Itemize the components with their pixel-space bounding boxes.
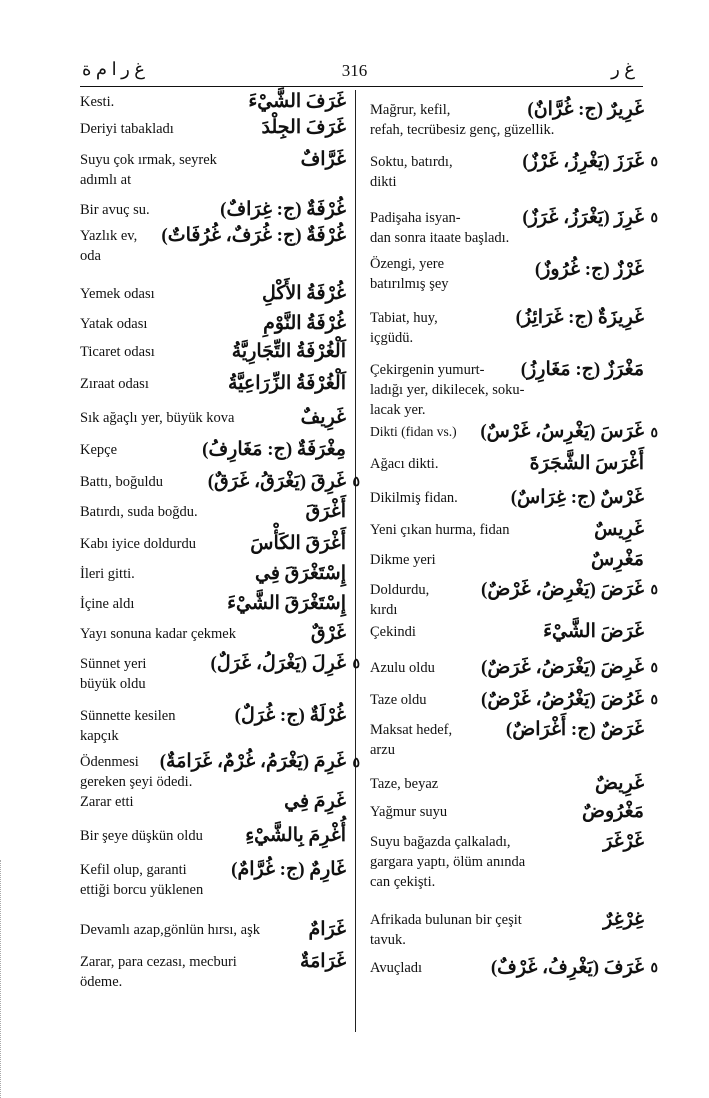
entry-translation-cont: kırdı (370, 602, 398, 618)
entry (370, 452, 644, 482)
entry-translation-cont: arzu (370, 742, 395, 758)
entry-headword: أَغْرَقَ الكَأْسَ (250, 533, 346, 554)
entry-marker: ٥ (352, 756, 360, 771)
entry (80, 556, 346, 586)
entry-headword: غُرْفَةٌ (ج: غُرَفٌ، غُرُفَاتٌ) (161, 225, 346, 246)
entry (370, 826, 644, 902)
entry-headword: غَرَفَ الشَّيْءَ (248, 91, 346, 112)
entry-marker: ٥ (650, 155, 658, 170)
entry-headword: غَرِيضٌ (595, 773, 644, 794)
entry-headword: غَارِمٌ (ج: غُرَّامٌ) (231, 859, 346, 880)
entry-translation-cont: can çekişti. (370, 874, 436, 890)
entry-translation: Dikme yeri (370, 552, 436, 568)
entry-marker: ٥ (650, 693, 658, 708)
entry-translation: Yayı sonuna kadar çekmek (80, 626, 236, 642)
entry (80, 276, 346, 308)
entry-translation: Kabı iyice doldurdu (80, 536, 196, 552)
entry-translation: Ticaret odası (80, 344, 155, 360)
entry (370, 574, 658, 622)
entry-translation: Devamlı azap,gönlün hırsı, aşk (80, 922, 260, 938)
entry-translation-cont: dan sonra itaate başladı. (370, 230, 510, 246)
entry-translation: Kefil olup, garanti (80, 862, 187, 878)
left-column (80, 91, 360, 994)
entry-headword: غَرَامَةٌ (299, 951, 346, 972)
entry (370, 714, 644, 766)
entry-headword: غَرَّافٌ (300, 149, 346, 170)
entry-headword: اَلْغُرْفَةُ التِّجَارِيَّةُ (231, 341, 346, 362)
entry-translation: Dikilmiş fidan. (370, 490, 458, 506)
entry-translation: İleri gitti. (80, 566, 135, 582)
entry-headword: غَرِيفٌ (300, 407, 346, 428)
entry-headword: غَرِمَ فِي (284, 791, 346, 812)
entry-headword: غِرْغِرٌ (603, 909, 644, 930)
entry-translation: Bir avuç su. (80, 202, 150, 218)
entry-translation: Yazlık ev, (80, 228, 138, 244)
entry (370, 300, 644, 354)
entry-translation: Bir şeye düşkün oldu (80, 828, 203, 844)
entry-headword: غَرَامٌ (308, 919, 346, 940)
scan-edge-artifact (0, 860, 7, 1098)
entry-headword: غَرِزَ (يَغْرَزُ، غَرَزٌ) (522, 207, 644, 228)
entry-marker: ٥ (650, 426, 658, 441)
entry-headword: غُرْلَةٌ (ج: غُرَلٌ) (234, 705, 346, 726)
entry-headword: غَرِمَ (يَغْرَمُ، غُرْمٌ، غَرَامَةٌ) (159, 751, 346, 772)
entry-headword: غَرَفَ الجِلْدَ (261, 117, 346, 138)
entry-translation: Dikti (fidan vs.) (370, 424, 457, 439)
entry-translation-cont: ettiği borcu yüklenen (80, 882, 204, 898)
entry-headword: غَرِقَ (يَغْرَقُ، غَرَقٌ) (207, 471, 346, 492)
entry-translation: Mağrur, kefil, (370, 102, 451, 118)
entry-headword: غَرَزَ (يَغْرِزُ، غَرْزٌ) (522, 151, 644, 172)
entry-marker: ٥ (650, 583, 658, 598)
entry (80, 526, 346, 556)
entry-headword: إِسْتَغْرَقَ فِي (255, 563, 346, 584)
entry (370, 144, 658, 196)
entry-translation: Doldurdu, (370, 582, 430, 598)
entry (80, 618, 346, 646)
entry-translation-cont: adımlı at (80, 172, 132, 188)
entry-marker: ٥ (650, 211, 658, 226)
entry-translation: Zıraat odası (80, 376, 149, 392)
entry-translation-cont: oda (80, 248, 101, 264)
entry-translation: Çekirgenin yumurt- (370, 362, 485, 378)
entry (370, 354, 644, 422)
entry-translation: Sünnet yeri (80, 656, 147, 672)
entry (80, 912, 346, 942)
entry (80, 368, 346, 402)
entry-translation: Azulu oldu (370, 660, 435, 676)
entry (370, 248, 644, 300)
entry (80, 822, 346, 854)
entry-translation: Zarar, para cezası, mecburi (80, 954, 237, 970)
entry-headword: غَرِيرٌ (ج: غُرَّانٌ) (527, 99, 644, 120)
entry-translation-cont: ladığı yer, dikilecek, soku- (370, 382, 525, 398)
entry-translation: Ödenmesi (80, 754, 139, 770)
entry (80, 188, 346, 220)
entry-translation: Suyu çok ırmak, seyrek (80, 152, 217, 168)
entry (80, 586, 346, 618)
entry-translation: Deriyi tabakladı (80, 121, 174, 137)
entry-headword: غُرْفَةُ الأَكْلِ (262, 283, 346, 304)
entry-translation: Zarar etti (80, 794, 134, 810)
entry-headword: غُرْفَةُ النَّوْمِ (263, 313, 346, 334)
entry-translation: Yatak odası (80, 316, 148, 332)
entry-translation-cont: büyük oldu (80, 676, 146, 692)
entry-marker: ٥ (352, 475, 360, 490)
entry-headword: غَرِيسٌ (594, 519, 644, 540)
entry (80, 464, 360, 494)
entry (370, 766, 644, 796)
entry-translation: Tabiat, huy, (370, 310, 438, 326)
entry (80, 432, 346, 464)
entry-marker: ٥ (650, 661, 658, 676)
entry (80, 646, 360, 700)
entry-translation-cont: refah, tecrübesiz genç, güzellik. (370, 122, 555, 138)
entry-translation: Soktu, batırdı, (370, 154, 453, 170)
entry-translation: İçine aldı (80, 596, 135, 612)
entry-translation-cont: gargara yaptı, ölüm anında (370, 854, 526, 870)
entry-headword: إِسْتَغْرَقَ الشَّيْءَ (227, 593, 346, 614)
entry-marker: ٥ (650, 961, 658, 976)
entry-headword: غَرَضَ (يَغْرِضُ، غَرْضٌ) (481, 579, 644, 600)
entry (370, 196, 658, 248)
entry-headword: غَرْقٌ (310, 623, 346, 644)
entry-headword: غُرْفَةٌ (ج: غِرَافٌ) (220, 199, 346, 220)
entry-translation-cont: kapçık (80, 728, 119, 744)
entry-headword: غَرْغَرَ (603, 831, 644, 852)
entry-translation-cont: içgüdü. (370, 330, 414, 346)
entry-headword: غَرَسَ (يَغْرِسُ، غَرْسٌ) (480, 421, 644, 442)
entry-translation: Taze, beyaz (370, 776, 439, 792)
entry (80, 942, 346, 994)
entry-translation-cont: gereken şeyi ödedi. (80, 774, 193, 790)
header-rule (80, 86, 643, 87)
entry-headword: اَلْغُرْفَةُ الزِّرَاعِيَّةُ (228, 373, 346, 394)
entry (370, 652, 658, 684)
entry-headword: غَرْزٌ (ج: غُرُوزٌ) (534, 259, 644, 280)
entry (80, 792, 346, 822)
entry-translation: Battı, boğuldu (80, 474, 163, 490)
entry-translation: Yağmur suyu (370, 804, 448, 820)
entry-translation: Batırdı, suda boğdu. (80, 504, 198, 520)
entry (80, 112, 346, 142)
entry-headword: مَغْرَزٌ (ج: مَغَارِزُ) (520, 359, 644, 380)
entry-translation: Taze oldu (370, 692, 427, 708)
entry-translation: Yemek odası (80, 286, 155, 302)
entry (80, 494, 346, 526)
entry (370, 954, 658, 984)
entry-translation: Sık ağaçlı yer, büyük kova (80, 410, 235, 426)
header-guide-word-right: غ ر (611, 59, 635, 79)
entry (80, 142, 346, 188)
entry (80, 92, 346, 112)
entry (370, 544, 644, 574)
entry-translation: Suyu bağazda çalkaladı, (370, 834, 511, 850)
entry-translation: Kesti. (80, 94, 115, 110)
entry-headword: مَغْرُوضٌ (582, 801, 644, 822)
header-guide-word-left: غ ر ا م ة (82, 59, 146, 79)
entry-translation-cont: batırılmış şey (370, 276, 449, 292)
entry (370, 421, 658, 452)
entry-marker: ٥ (352, 657, 360, 672)
right-column (370, 92, 658, 984)
entry-headword: مَغْرِسٌ (590, 549, 644, 570)
column-divider (355, 90, 356, 1032)
entry (80, 700, 346, 752)
entry-headword: أَغْرَسَ الشَّجَرَةَ (529, 453, 644, 474)
entry-headword: غَرُضَ (يَغْرُضُ، غَرْضٌ) (481, 689, 644, 710)
entry-translation: Avuçladı (370, 960, 423, 976)
entry (80, 402, 346, 432)
entry-translation-cont: ödeme. (80, 974, 123, 990)
entry-headword: أَغْرَقَ (305, 501, 346, 522)
entry-headword: مِغْرَفَةٌ (ج: مَغَارِفُ) (202, 439, 346, 460)
entry-headword: غَرِضَ (يَغْرَضُ، غَرَضٌ) (481, 657, 644, 678)
entry-translation-cont: lacak yer. (370, 402, 426, 418)
entry-headword: غَرَفَ (يَغْرِفُ، غَرْفٌ) (490, 957, 644, 978)
entry (370, 514, 644, 544)
entry (370, 796, 644, 826)
entry-translation: Özengi, yere (370, 256, 445, 272)
entry-translation: Maksat hedef, (370, 722, 453, 738)
entry (370, 684, 658, 714)
entry (370, 622, 644, 652)
entry (80, 308, 346, 338)
entry-translation: Yeni çıkan hurma, fidan (370, 522, 510, 538)
entry-translation: Kepçe (80, 442, 118, 458)
entry (80, 751, 360, 792)
entry-headword: غَرْسٌ (ج: غِرَاسٌ) (510, 487, 644, 508)
entry-translation: Çekindi (370, 624, 416, 640)
entry-headword: غَرِلَ (يَغْرَلُ، غَرَلٌ) (210, 653, 346, 674)
entry-headword: غَرِيزَةٌ (ج: غَرَائِزُ) (515, 307, 644, 328)
entry (370, 482, 644, 514)
entry-headword: غَرَضٌ (ج: أَغْرَاضٌ) (505, 719, 644, 740)
entry (370, 902, 644, 954)
entry-translation-cont: dikti (370, 174, 397, 190)
page-number: 316 (341, 61, 368, 80)
entry (370, 92, 644, 144)
entry-translation: Padişaha isyan- (370, 210, 461, 226)
entry-translation: Afrikada bulunan bir çeşit (370, 912, 522, 928)
entry-translation: Ağacı dikti. (370, 456, 439, 472)
entry-headword: غَرَضَ الشَّيْءَ (543, 621, 644, 642)
entry (80, 854, 346, 912)
entry (80, 220, 346, 276)
entry (80, 338, 346, 368)
entry-headword: أُغْرِمَ بِالشَّيْءِ (245, 825, 346, 846)
entry-translation: Sünnette kesilen (80, 708, 176, 724)
entry-translation-cont: tavuk. (370, 932, 406, 948)
